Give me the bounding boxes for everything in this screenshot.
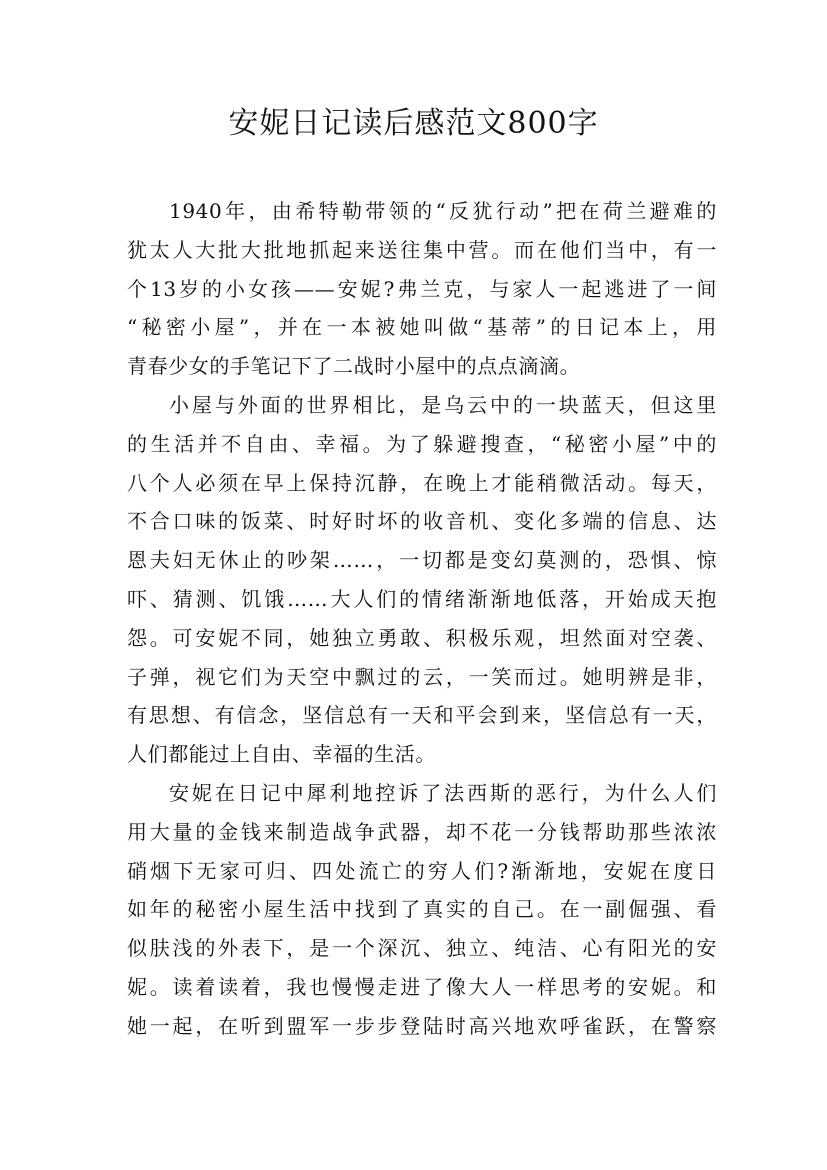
paragraph-1-line-5: 青春少女的手笔记下了二战时小屋中的点点滴滴。 xyxy=(127,354,581,379)
paragraph-3-line-4: 如年的秘密小屋生活中找到了真实的自己。在一副倔强、看 xyxy=(127,897,717,922)
paragraph-1-line-1: 1940年，由希特勒带领的“反犹行动”把在荷兰避难的 xyxy=(169,199,717,223)
paragraph-2-line-8: 子弹，视它们为天空中飘过的云，一笑而过。她明辨是非， xyxy=(127,664,717,689)
paragraph-3-line-3: 硝烟下无家可归、四处流亡的穷人们?渐渐地，安妮在度日 xyxy=(127,858,717,883)
paragraph-3-line-2: 用大量的金钱来制造战争武器，却不花一分钱帮助那些浓浓 xyxy=(127,819,717,844)
page-title: 安妮日记读后感范文800字 xyxy=(228,106,599,141)
paragraph-3-line-6: 妮。读着读着，我也慢慢走进了像大人一样思考的安妮。和 xyxy=(127,974,717,999)
paragraph-2-line-3: 八个人必须在早上保持沉静，在晚上才能稍微活动。每天， xyxy=(127,470,717,495)
paragraph-2-line-4: 不合口味的饭菜、时好时坏的收音机、变化多端的信息、达 xyxy=(127,509,717,534)
paragraph-1-line-3: 个13岁的小女孩——安妮?弗兰克，与家人一起逃进了一间 xyxy=(127,276,717,301)
essay-body xyxy=(127,192,717,1046)
paragraph-2-line-5: 恩夫妇无休止的吵架……，一切都是变幻莫测的，恐惧、惊 xyxy=(127,548,717,573)
paragraph-3-line-7: 她一起，在听到盟军一步步登陆时高兴地欢呼雀跃，在警察 xyxy=(127,1013,717,1038)
paragraph-2-line-7: 怨。可安妮不同，她独立勇敢、积极乐观，坦然面对空袭、 xyxy=(127,625,717,650)
paragraph-2-line-6: 吓、猜测、饥饿……大人们的情绪渐渐地低落，开始成天抱 xyxy=(127,586,717,611)
paragraph-3-line-1: 安妮在日记中犀利地控诉了法西斯的恶行，为什么人们 xyxy=(169,780,717,805)
paragraph-2-line-9: 有思想、有信念，坚信总有一天和平会到来，坚信总有一天， xyxy=(127,703,717,728)
paragraph-3-line-5: 似肤浅的外表下，是一个深沉、独立、纯洁、心有阳光的安 xyxy=(127,936,717,961)
paragraph-2-line-1: 小屋与外面的世界相比，是乌云中的一块蓝天，但这里 xyxy=(169,392,717,417)
paragraph-2-line-10: 人们都能过上自由、幸福的生活。 xyxy=(127,742,436,767)
paragraph-1-line-2: 犹太人大批大批地抓起来送往集中营。而在他们当中，有一 xyxy=(127,237,717,262)
paragraph-2-line-2: 的生活并不自由、幸福。为了躲避搜查，“秘密小屋”中的 xyxy=(127,431,717,456)
paragraph-1-line-4: “秘密小屋”，并在一本被她叫做“基蒂”的日记本上，用 xyxy=(127,315,717,340)
